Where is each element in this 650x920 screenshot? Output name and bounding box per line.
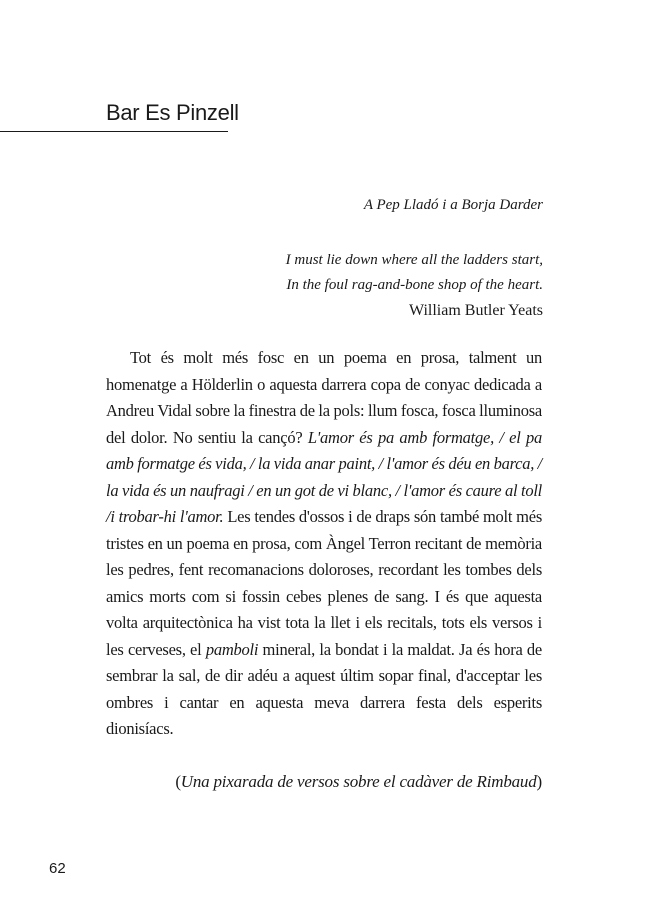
song-quote: L'amor és pa amb formatge, / el pa amb formatge és vida, / la vida anar paint, / l'amor és déu en barca, / la vida és un naufragi / en un got de vi blanc, / l'amor és caure al toll /i trobar-hi l'amor.	[106, 427, 542, 526]
source-citation	[175, 772, 542, 792]
epigraph-line: I must lie down where all the ladders start,	[285, 252, 543, 268]
body-paragraph	[106, 345, 542, 743]
source-title: Una pixarada de versos sobre el cadàver de Rimbaud	[180, 772, 537, 791]
page-title: Bar Es Pinzell	[106, 100, 239, 125]
body-text-part: Les tendes d'ossos i de draps són també molt més tristes en un poema en prosa, com Àngel Terron recitant de memòria les pedres, fent recomanacions doloroses, recordant les tombes dels amics morts com si fossin cebes plenes de sang. I és que aquesta volta arquitectònica ha vist tota la llet i els recitals, tots els versos i les cerveses, el	[106, 507, 542, 659]
page-number: 62	[49, 860, 66, 877]
epigraph	[286, 248, 543, 323]
body-text-part: Tot és molt més fosc en un poema en prosa, talment un homenatge a Hölderlin o aquesta darrera copa de conyac dedicada a Andreu Vidal sobre la finestra de la pols: llum fosca, fosca lluminosa del dolor. No sentiu la cançó?	[106, 348, 542, 447]
epigraph-line: In the foul rag-and-bone shop of the heart.	[286, 277, 543, 293]
pamboli-word: pamboli	[205, 639, 259, 659]
title-rule	[0, 131, 228, 132]
source-open-paren: (	[175, 772, 181, 791]
body-text-part: mineral, la bondat i la maldat. Ja és hora de sembrar la sal, de dir adéu a aquest últim sopar final, d'acceptar les ombres i cantar en aquesta meva darrera festa dels esperits dionisíacs.	[106, 639, 542, 738]
epigraph-author: William Butler Yeats	[408, 302, 543, 319]
dedication: A Pep Lladó i a Borja Darder	[363, 197, 543, 213]
source-close-paren: )	[536, 772, 542, 791]
